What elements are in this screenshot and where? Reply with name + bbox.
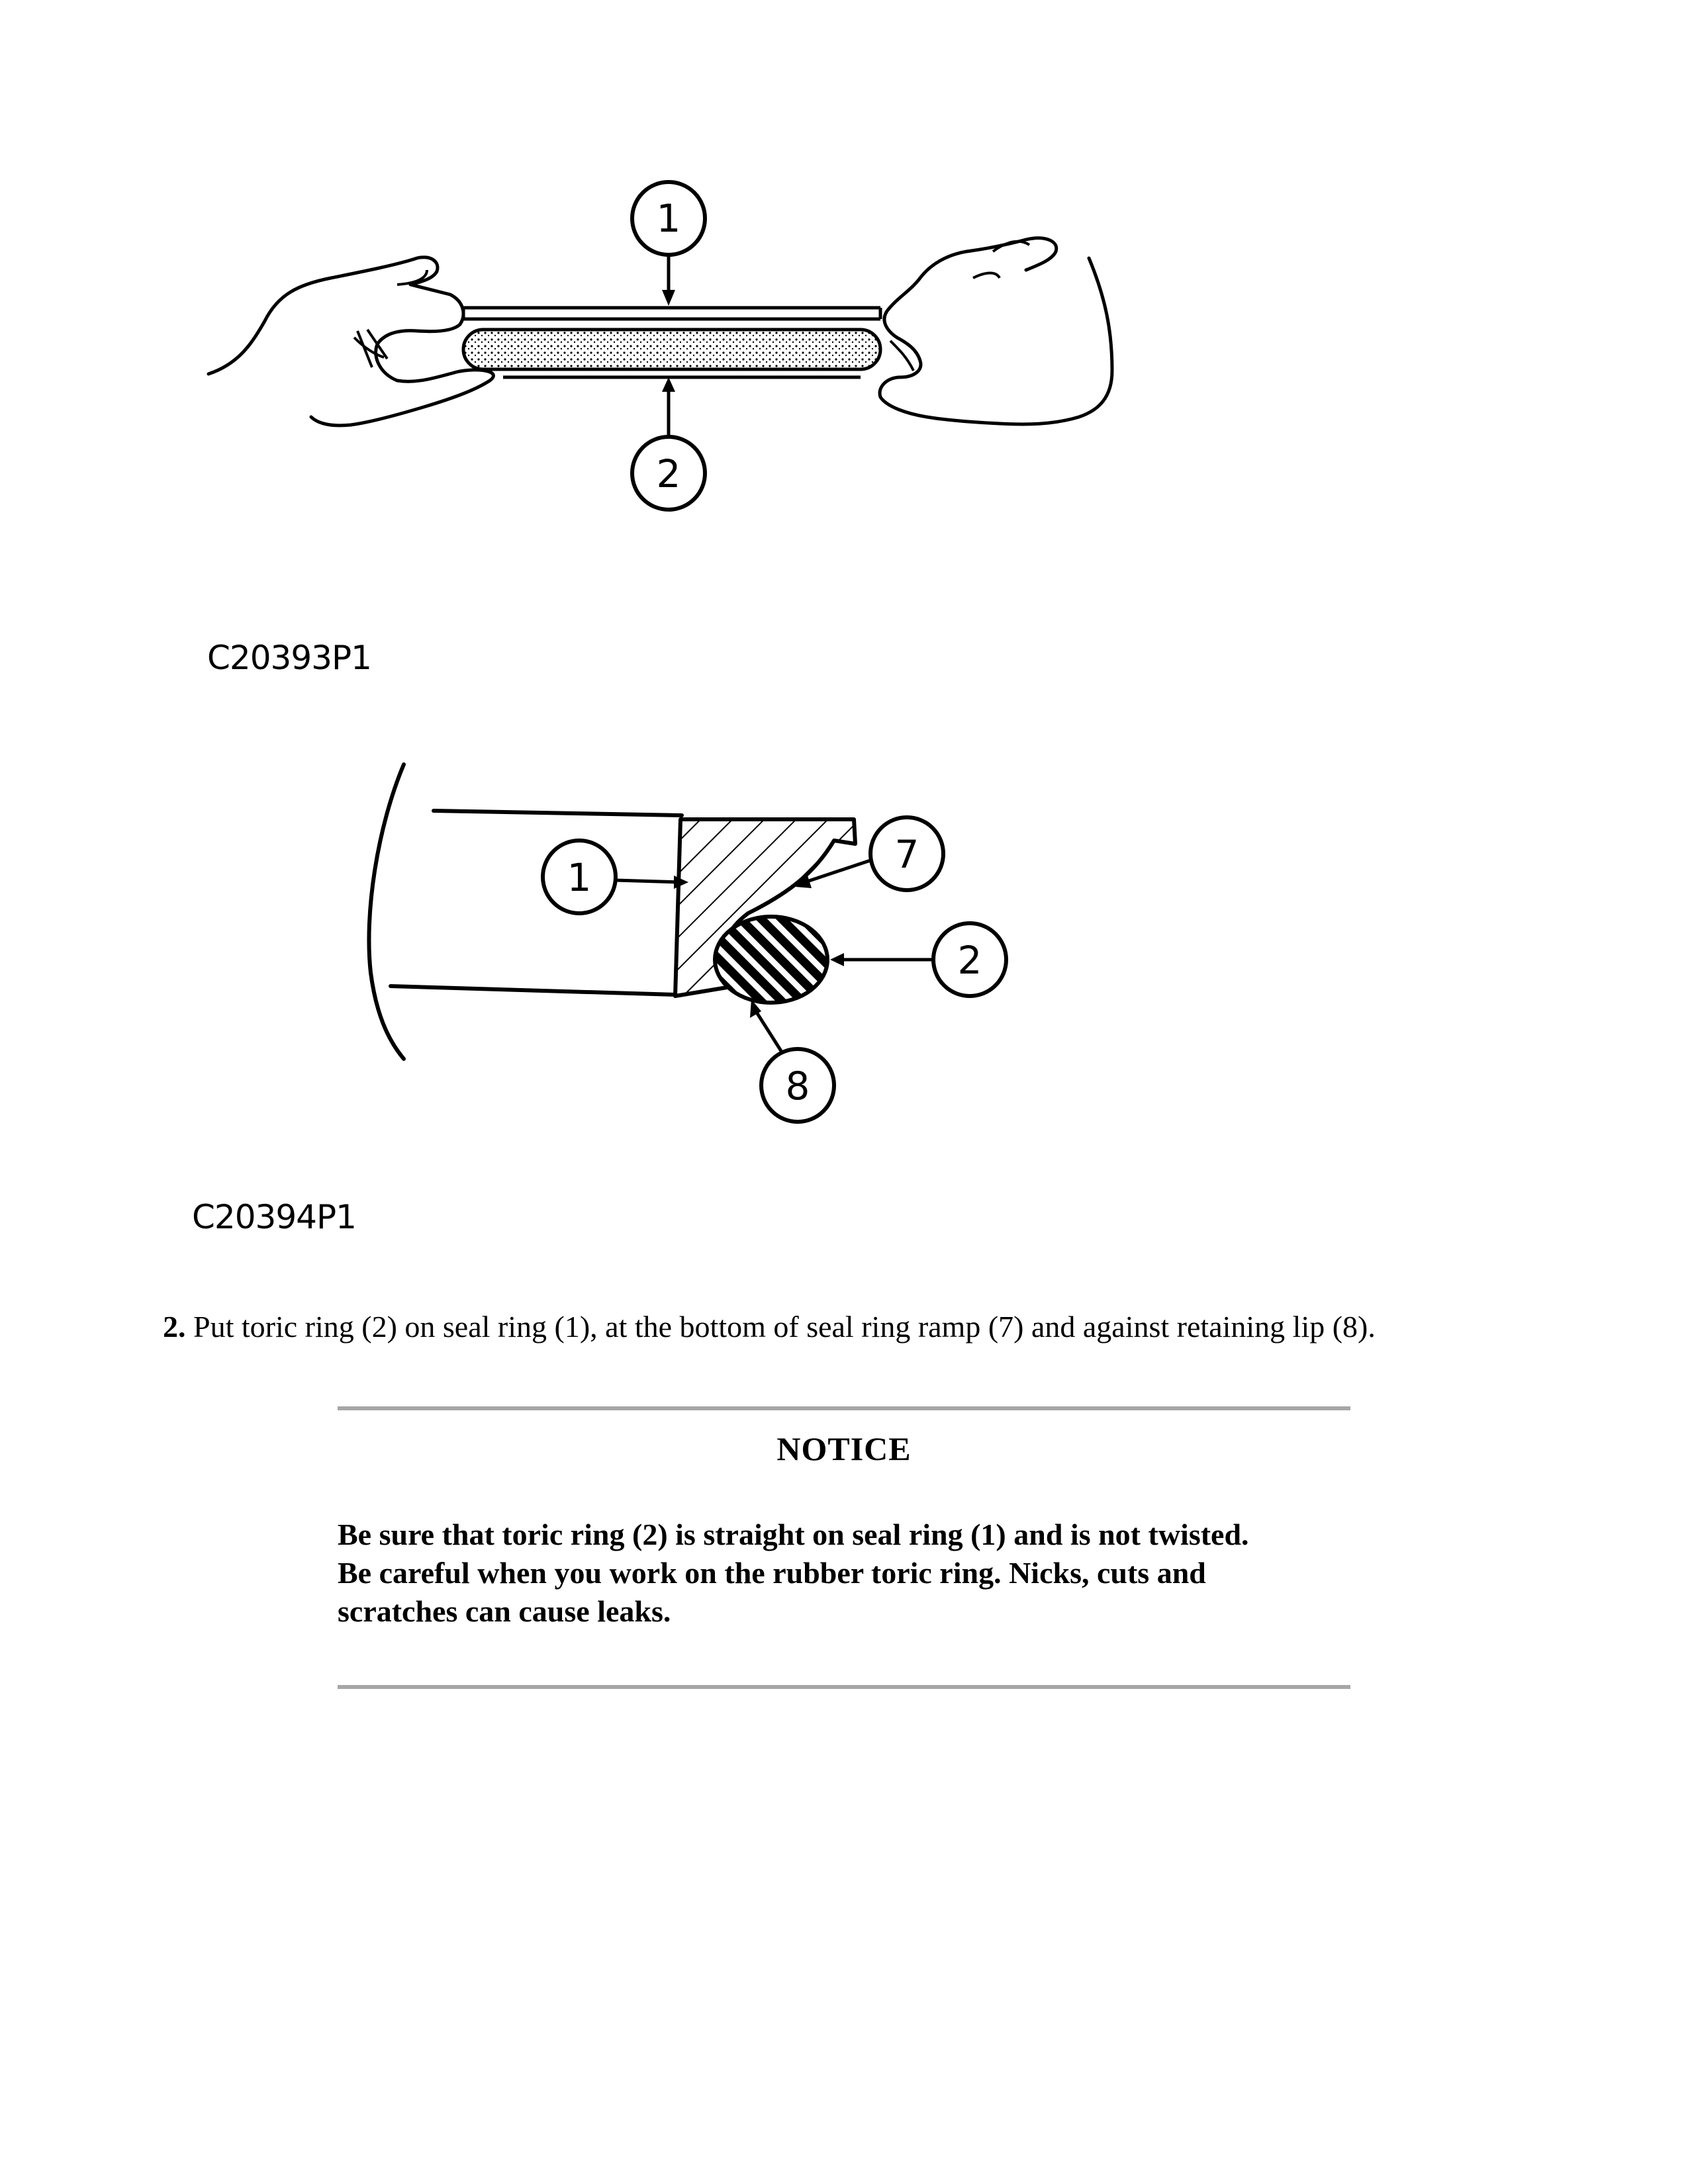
toric-ring-drawing	[463, 330, 880, 369]
notice-top-rule	[338, 1406, 1350, 1410]
callout-8-lip	[750, 999, 834, 1122]
left-hand-drawing	[209, 257, 493, 426]
figure-1-code: C20393P1	[207, 639, 371, 677]
notice-bottom-rule	[338, 1685, 1350, 1689]
callout-1-label: 1	[567, 855, 592, 900]
notice-title: NOTICE	[776, 1430, 912, 1467]
notice-body	[338, 1516, 1357, 1631]
housing-outline	[369, 764, 682, 1059]
step-number: 2.	[163, 1310, 186, 1343]
toric-ring-section	[715, 917, 827, 1003]
notice-line: Be careful when you work on the rubber toric ring. Nicks, cuts and	[338, 1556, 1206, 1590]
callout-8-label: 8	[785, 1064, 810, 1109]
figure-2-code: C20394P1	[192, 1198, 356, 1236]
callout-1-seal-ring	[543, 841, 688, 913]
callout-7-label: 7	[894, 832, 919, 877]
figure-2-illustration	[357, 748, 1059, 1145]
callout-1-label: 1	[656, 196, 681, 241]
notice-line: scratches can cause leaks.	[338, 1594, 671, 1628]
callout-2-toric-ring	[830, 923, 1006, 996]
step-text: Put toric ring (2) on seal ring (1), at the bottom of seal ring ramp (7) and against retaining lip (8).	[185, 1310, 1376, 1343]
right-hand-drawing	[880, 238, 1112, 424]
callout-2-bottom	[632, 377, 705, 510]
callout-1-top	[632, 182, 705, 306]
notice-line: Be sure that toric ring (2) is straight on seal ring (1) and is not twisted.	[338, 1518, 1249, 1551]
callout-2-label: 2	[656, 451, 681, 496]
figure-1-illustration	[199, 179, 1165, 523]
callout-2-label: 2	[957, 938, 982, 983]
step-2-instruction	[163, 1307, 1553, 1347]
